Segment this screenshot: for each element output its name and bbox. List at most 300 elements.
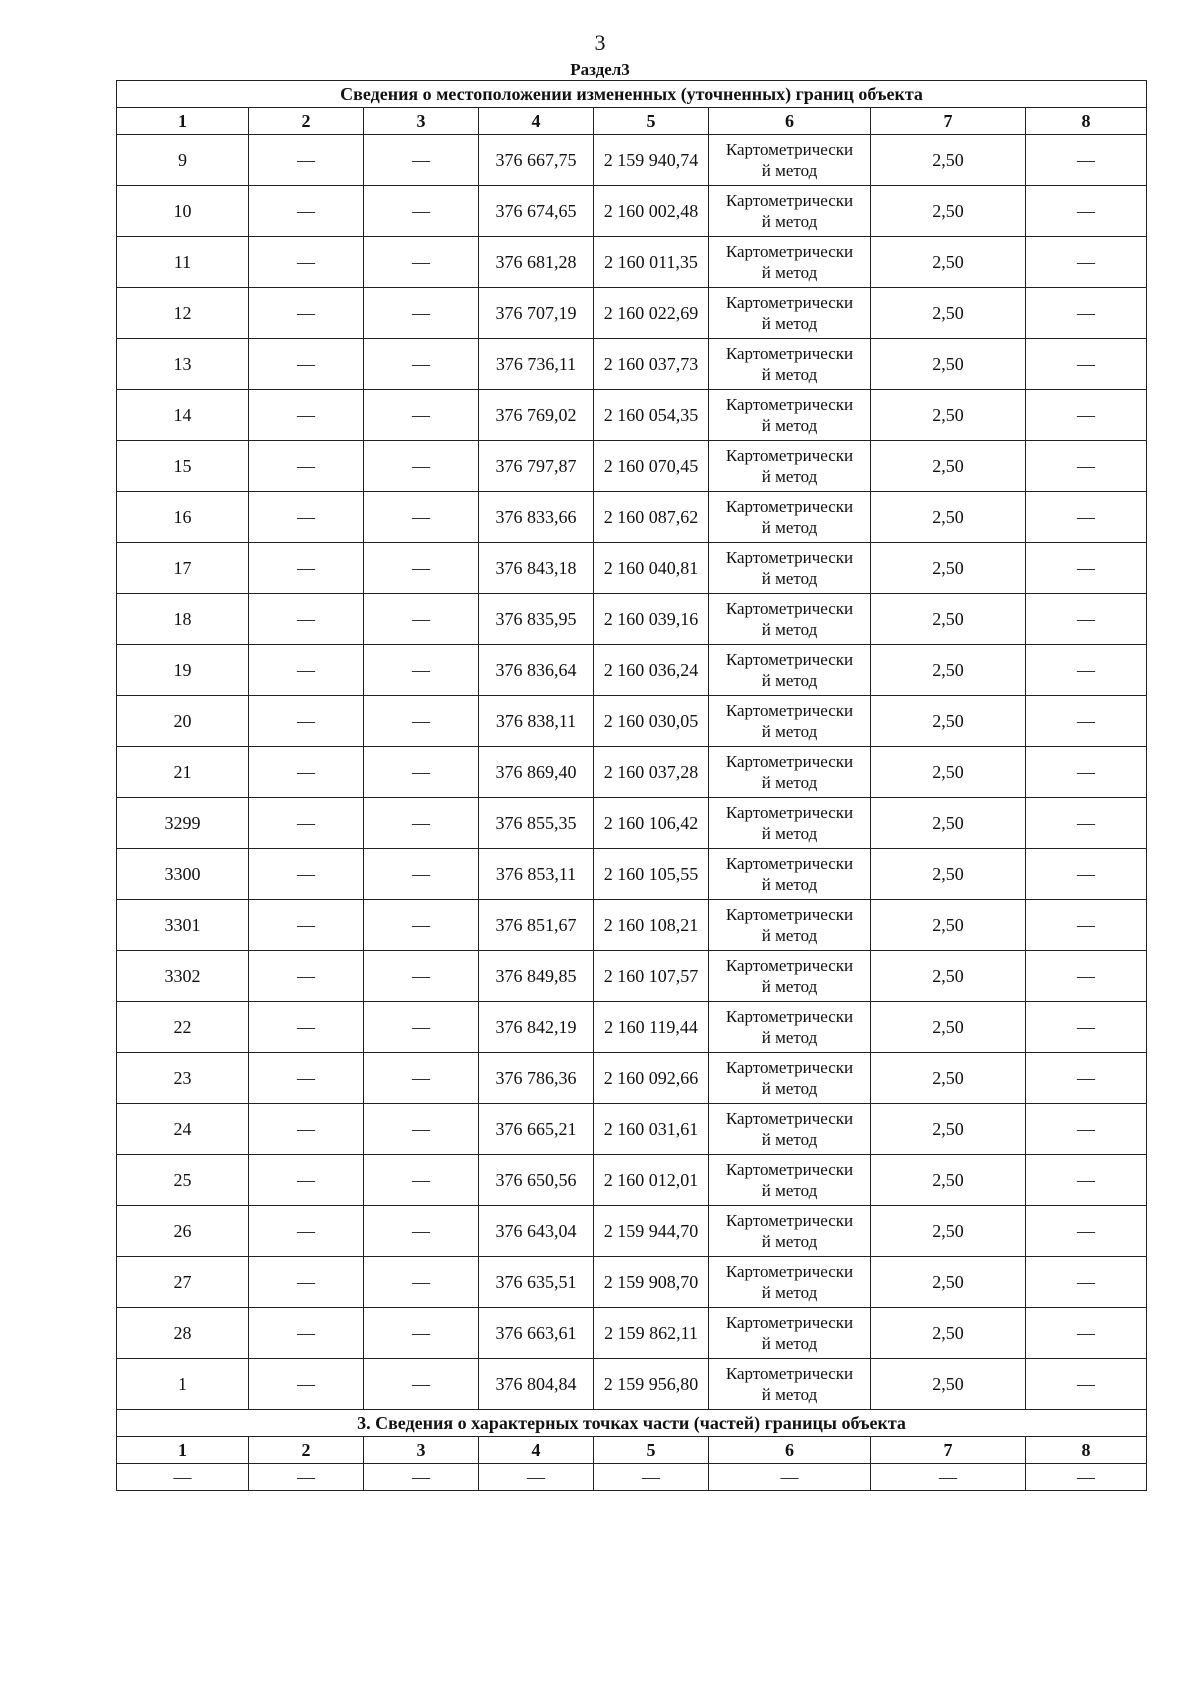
x-coordinate-cell: 376 838,11 (479, 696, 594, 747)
dash-cell: — (364, 1002, 479, 1053)
point-number-cell: 23 (117, 1053, 249, 1104)
x-coordinate-cell: 376 643,04 (479, 1206, 594, 1257)
dash-cell: — (249, 135, 364, 186)
table-row (117, 441, 1147, 492)
method-line-1: Картометрически (725, 1109, 854, 1128)
x-coordinate-cell: 376 736,11 (479, 339, 594, 390)
section3-title-row (117, 1410, 1147, 1437)
method-line-1: Картометрически (725, 905, 854, 924)
precision-cell: 2,50 (871, 237, 1026, 288)
method-line-2: й метод (761, 263, 818, 282)
column-header: 2 (249, 108, 364, 135)
dash-cell: — (249, 186, 364, 237)
dash-cell: — (249, 696, 364, 747)
dash-cell: — (1026, 441, 1147, 492)
x-coordinate-cell: 376 849,85 (479, 951, 594, 1002)
empty-cell: — (117, 1464, 249, 1491)
empty-cell: — (709, 1464, 871, 1491)
page-number: 3 (594, 30, 606, 55)
method-line-1: Картометрически (725, 242, 854, 261)
point-number-cell: 28 (117, 1308, 249, 1359)
y-coordinate-cell: 2 159 940,74 (594, 135, 709, 186)
dash-cell: — (364, 390, 479, 441)
precision-cell: 2,50 (871, 135, 1026, 186)
method-cell (709, 288, 871, 339)
dash-cell: — (1026, 594, 1147, 645)
method-cell (709, 135, 871, 186)
dash-cell: — (249, 1308, 364, 1359)
section2-title: Сведения о местоположении измененных (уточненных) границ объекта (117, 81, 1147, 108)
point-number-cell: 13 (117, 339, 249, 390)
empty-cell: — (479, 1464, 594, 1491)
method-line-2: й метод (761, 1385, 818, 1404)
method-line-1: Картометрически (725, 803, 854, 822)
dash-cell: — (1026, 339, 1147, 390)
y-coordinate-cell: 2 160 106,42 (594, 798, 709, 849)
method-line-1: Картометрически (725, 497, 854, 516)
dash-cell: — (249, 747, 364, 798)
x-coordinate-cell: 376 786,36 (479, 1053, 594, 1104)
y-coordinate-cell: 2 160 036,24 (594, 645, 709, 696)
table-row (117, 645, 1147, 696)
dash-cell: — (364, 594, 479, 645)
method-line-1: Картометрически (725, 395, 854, 414)
y-coordinate-cell: 2 160 087,62 (594, 492, 709, 543)
section3-title: 3. Сведения о характерных точках части (частей) границы объекта (117, 1410, 1147, 1437)
y-coordinate-cell: 2 160 092,66 (594, 1053, 709, 1104)
table-row (117, 186, 1147, 237)
method-line-1: Картометрически (725, 1211, 854, 1230)
method-line-2: й метод (761, 773, 818, 792)
method-line-2: й метод (761, 1181, 818, 1200)
dash-cell: — (1026, 696, 1147, 747)
dash-cell: — (1026, 645, 1147, 696)
dash-cell: — (1026, 1155, 1147, 1206)
x-coordinate-cell: 376 804,84 (479, 1359, 594, 1410)
precision-cell: 2,50 (871, 186, 1026, 237)
column-header: 5 (594, 1437, 709, 1464)
dash-cell: — (364, 1257, 479, 1308)
method-cell (709, 1206, 871, 1257)
method-line-2: й метод (761, 518, 818, 537)
table-row (117, 1155, 1147, 1206)
table-row (117, 1002, 1147, 1053)
method-line-2: й метод (761, 977, 818, 996)
precision-cell: 2,50 (871, 951, 1026, 1002)
precision-cell: 2,50 (871, 339, 1026, 390)
dash-cell: — (249, 951, 364, 1002)
table-row (117, 798, 1147, 849)
point-number-cell: 26 (117, 1206, 249, 1257)
x-coordinate-cell: 376 650,56 (479, 1155, 594, 1206)
dash-cell: — (1026, 849, 1147, 900)
table-row (117, 1308, 1147, 1359)
dash-cell: — (1026, 747, 1147, 798)
precision-cell: 2,50 (871, 1308, 1026, 1359)
dash-cell: — (364, 900, 479, 951)
dash-cell: — (249, 543, 364, 594)
y-coordinate-cell: 2 160 012,01 (594, 1155, 709, 1206)
dash-cell: — (249, 441, 364, 492)
column-header: 3 (364, 1437, 479, 1464)
point-number-cell: 3301 (117, 900, 249, 951)
x-coordinate-cell: 376 665,21 (479, 1104, 594, 1155)
dash-cell: — (249, 288, 364, 339)
method-cell (709, 645, 871, 696)
method-line-2: й метод (761, 365, 818, 384)
y-coordinate-cell: 2 160 030,05 (594, 696, 709, 747)
point-number-cell: 3299 (117, 798, 249, 849)
y-coordinate-cell: 2 160 039,16 (594, 594, 709, 645)
column-header: 3 (364, 108, 479, 135)
table-row (117, 1104, 1147, 1155)
table-row (117, 1206, 1147, 1257)
method-cell (709, 1155, 871, 1206)
point-number-cell: 16 (117, 492, 249, 543)
point-number-cell: 27 (117, 1257, 249, 1308)
point-number-cell: 9 (117, 135, 249, 186)
method-line-1: Картометрически (725, 1313, 854, 1332)
precision-cell: 2,50 (871, 645, 1026, 696)
dash-cell: — (1026, 1002, 1147, 1053)
method-line-2: й метод (761, 1130, 818, 1149)
dash-cell: — (249, 594, 364, 645)
dash-cell: — (1026, 288, 1147, 339)
method-line-1: Картометрически (725, 548, 854, 567)
method-line-1: Картометрически (725, 1058, 854, 1077)
precision-cell: 2,50 (871, 492, 1026, 543)
section-label: Раздел3 (570, 60, 630, 79)
table-row (117, 339, 1147, 390)
method-line-2: й метод (761, 671, 818, 690)
dash-cell: — (364, 288, 479, 339)
column-header: 8 (1026, 108, 1147, 135)
method-line-2: й метод (761, 569, 818, 588)
point-number-cell: 14 (117, 390, 249, 441)
column-header: 6 (709, 108, 871, 135)
column-header: 2 (249, 1437, 364, 1464)
table-row (117, 747, 1147, 798)
dash-cell: — (1026, 798, 1147, 849)
column-header: 8 (1026, 1437, 1147, 1464)
dash-cell: — (249, 645, 364, 696)
method-cell (709, 543, 871, 594)
table-row (117, 237, 1147, 288)
x-coordinate-cell: 376 681,28 (479, 237, 594, 288)
method-cell (709, 594, 871, 645)
method-line-1: Картометрически (725, 1262, 854, 1281)
dash-cell: — (364, 135, 479, 186)
method-cell (709, 237, 871, 288)
y-coordinate-cell: 2 160 031,61 (594, 1104, 709, 1155)
dash-cell: — (1026, 237, 1147, 288)
method-cell (709, 390, 871, 441)
dash-cell: — (249, 1359, 364, 1410)
empty-cell: — (1026, 1464, 1147, 1491)
dash-cell: — (364, 645, 479, 696)
precision-cell: 2,50 (871, 798, 1026, 849)
method-line-1: Картометрически (725, 1007, 854, 1026)
x-coordinate-cell: 376 635,51 (479, 1257, 594, 1308)
column-header: 5 (594, 108, 709, 135)
dash-cell: — (249, 1206, 364, 1257)
y-coordinate-cell: 2 159 944,70 (594, 1206, 709, 1257)
dash-cell: — (364, 186, 479, 237)
x-coordinate-cell: 376 769,02 (479, 390, 594, 441)
y-coordinate-cell: 2 160 011,35 (594, 237, 709, 288)
x-coordinate-cell: 376 663,61 (479, 1308, 594, 1359)
method-line-1: Картометрически (725, 752, 854, 771)
method-line-2: й метод (761, 926, 818, 945)
method-line-1: Картометрически (725, 1364, 854, 1383)
dash-cell: — (249, 390, 364, 441)
precision-cell: 2,50 (871, 1206, 1026, 1257)
method-line-1: Картометрически (725, 344, 854, 363)
dash-cell: — (364, 492, 479, 543)
method-line-1: Картометрически (725, 650, 854, 669)
y-coordinate-cell: 2 160 022,69 (594, 288, 709, 339)
section2-title-row (117, 81, 1147, 108)
precision-cell: 2,50 (871, 900, 1026, 951)
table-row (117, 900, 1147, 951)
method-cell (709, 696, 871, 747)
method-line-1: Картометрически (725, 191, 854, 210)
method-line-2: й метод (761, 1283, 818, 1302)
method-cell (709, 1104, 871, 1155)
y-coordinate-cell: 2 160 119,44 (594, 1002, 709, 1053)
dash-cell: — (1026, 543, 1147, 594)
dash-cell: — (249, 492, 364, 543)
column-header: 1 (117, 108, 249, 135)
dash-cell: — (364, 1155, 479, 1206)
precision-cell: 2,50 (871, 441, 1026, 492)
method-line-2: й метод (761, 1079, 818, 1098)
table-row (117, 594, 1147, 645)
dash-cell: — (1026, 951, 1147, 1002)
y-coordinate-cell: 2 160 054,35 (594, 390, 709, 441)
dash-cell: — (364, 1053, 479, 1104)
method-line-2: й метод (761, 212, 818, 231)
method-cell (709, 1002, 871, 1053)
x-coordinate-cell: 376 855,35 (479, 798, 594, 849)
point-number-cell: 18 (117, 594, 249, 645)
dash-cell: — (364, 798, 479, 849)
precision-cell: 2,50 (871, 747, 1026, 798)
table-row (117, 1257, 1147, 1308)
dash-cell: — (1026, 1206, 1147, 1257)
y-coordinate-cell: 2 160 037,73 (594, 339, 709, 390)
method-line-2: й метод (761, 314, 818, 333)
dash-cell: — (249, 849, 364, 900)
empty-cell: — (594, 1464, 709, 1491)
dash-cell: — (249, 339, 364, 390)
method-line-1: Картометрически (725, 140, 854, 159)
method-line-1: Картометрически (725, 599, 854, 618)
dash-cell: — (1026, 900, 1147, 951)
method-line-2: й метод (761, 824, 818, 843)
dash-cell: — (364, 441, 479, 492)
dash-cell: — (249, 1053, 364, 1104)
table-row (117, 288, 1147, 339)
method-cell (709, 951, 871, 1002)
method-line-1: Картометрически (725, 293, 854, 312)
dash-cell: — (364, 1206, 479, 1257)
dash-cell: — (364, 339, 479, 390)
precision-cell: 2,50 (871, 1053, 1026, 1104)
precision-cell: 2,50 (871, 1155, 1026, 1206)
column-header-row (117, 108, 1147, 135)
point-number-cell: 25 (117, 1155, 249, 1206)
dash-cell: — (249, 1155, 364, 1206)
dash-cell: — (1026, 1257, 1147, 1308)
column-header: 4 (479, 1437, 594, 1464)
precision-cell: 2,50 (871, 594, 1026, 645)
column-header: 4 (479, 108, 594, 135)
dash-cell: — (364, 696, 479, 747)
precision-cell: 2,50 (871, 696, 1026, 747)
x-coordinate-cell: 376 836,64 (479, 645, 594, 696)
section3-column-header-row (117, 1437, 1147, 1464)
method-cell (709, 900, 871, 951)
method-line-1: Картометрически (725, 701, 854, 720)
precision-cell: 2,50 (871, 288, 1026, 339)
precision-cell: 2,50 (871, 543, 1026, 594)
precision-cell: 2,50 (871, 1359, 1026, 1410)
dash-cell: — (1026, 135, 1147, 186)
dash-cell: — (1026, 390, 1147, 441)
method-line-2: й метод (761, 875, 818, 894)
x-coordinate-cell: 376 835,95 (479, 594, 594, 645)
x-coordinate-cell: 376 707,19 (479, 288, 594, 339)
table-row (117, 543, 1147, 594)
point-number-cell: 17 (117, 543, 249, 594)
dash-cell: — (1026, 492, 1147, 543)
table-row (117, 135, 1147, 186)
table-row (117, 1359, 1147, 1410)
dash-cell: — (364, 1359, 479, 1410)
method-cell (709, 441, 871, 492)
column-header: 1 (117, 1437, 249, 1464)
method-cell (709, 339, 871, 390)
method-line-2: й метод (761, 467, 818, 486)
method-cell (709, 1359, 871, 1410)
y-coordinate-cell: 2 160 037,28 (594, 747, 709, 798)
method-cell (709, 1053, 871, 1104)
x-coordinate-cell: 376 833,66 (479, 492, 594, 543)
dash-cell: — (249, 900, 364, 951)
point-number-cell: 12 (117, 288, 249, 339)
column-header: 7 (871, 108, 1026, 135)
x-coordinate-cell: 376 674,65 (479, 186, 594, 237)
precision-cell: 2,50 (871, 849, 1026, 900)
method-cell (709, 1308, 871, 1359)
y-coordinate-cell: 2 160 105,55 (594, 849, 709, 900)
point-number-cell: 24 (117, 1104, 249, 1155)
method-line-1: Картометрически (725, 854, 854, 873)
method-cell (709, 492, 871, 543)
method-line-2: й метод (761, 1028, 818, 1047)
dash-cell: — (364, 543, 479, 594)
dash-cell: — (364, 1308, 479, 1359)
method-cell (709, 186, 871, 237)
dash-cell: — (364, 951, 479, 1002)
y-coordinate-cell: 2 160 108,21 (594, 900, 709, 951)
dash-cell: — (364, 237, 479, 288)
dash-cell: — (1026, 1053, 1147, 1104)
point-number-cell: 1 (117, 1359, 249, 1410)
boundary-points-table (116, 80, 1147, 1491)
table-row (117, 849, 1147, 900)
method-line-2: й метод (761, 620, 818, 639)
column-header: 6 (709, 1437, 871, 1464)
empty-cell: — (364, 1464, 479, 1491)
y-coordinate-cell: 2 160 040,81 (594, 543, 709, 594)
dash-cell: — (1026, 1359, 1147, 1410)
point-number-cell: 19 (117, 645, 249, 696)
point-number-cell: 20 (117, 696, 249, 747)
dash-cell: — (249, 1104, 364, 1155)
x-coordinate-cell: 376 853,11 (479, 849, 594, 900)
x-coordinate-cell: 376 667,75 (479, 135, 594, 186)
method-line-1: Картометрически (725, 956, 854, 975)
dash-cell: — (364, 849, 479, 900)
method-cell (709, 798, 871, 849)
method-line-2: й метод (761, 416, 818, 435)
dash-cell: — (249, 1002, 364, 1053)
point-number-cell: 10 (117, 186, 249, 237)
dash-cell: — (1026, 1104, 1147, 1155)
method-line-2: й метод (761, 722, 818, 741)
precision-cell: 2,50 (871, 1104, 1026, 1155)
method-cell (709, 849, 871, 900)
method-cell (709, 747, 871, 798)
y-coordinate-cell: 2 160 107,57 (594, 951, 709, 1002)
table-row (117, 1053, 1147, 1104)
y-coordinate-cell: 2 159 862,11 (594, 1308, 709, 1359)
precision-cell: 2,50 (871, 390, 1026, 441)
precision-cell: 2,50 (871, 1257, 1026, 1308)
x-coordinate-cell: 376 843,18 (479, 543, 594, 594)
table-row (117, 951, 1147, 1002)
y-coordinate-cell: 2 159 908,70 (594, 1257, 709, 1308)
dash-cell: — (364, 1104, 479, 1155)
method-line-1: Картометрически (725, 446, 854, 465)
table-body (117, 81, 1147, 1491)
point-number-cell: 11 (117, 237, 249, 288)
column-header: 7 (871, 1437, 1026, 1464)
empty-cell: — (871, 1464, 1026, 1491)
y-coordinate-cell: 2 160 002,48 (594, 186, 709, 237)
point-number-cell: 15 (117, 441, 249, 492)
table-row (117, 390, 1147, 441)
empty-cell: — (249, 1464, 364, 1491)
dash-cell: — (249, 237, 364, 288)
method-line-1: Картометрически (725, 1160, 854, 1179)
y-coordinate-cell: 2 159 956,80 (594, 1359, 709, 1410)
table-row (117, 696, 1147, 747)
method-line-2: й метод (761, 1232, 818, 1251)
method-line-2: й метод (761, 1334, 818, 1353)
x-coordinate-cell: 376 869,40 (479, 747, 594, 798)
x-coordinate-cell: 376 797,87 (479, 441, 594, 492)
dash-cell: — (249, 798, 364, 849)
precision-cell: 2,50 (871, 1002, 1026, 1053)
y-coordinate-cell: 2 160 070,45 (594, 441, 709, 492)
dash-cell: — (1026, 186, 1147, 237)
point-number-cell: 22 (117, 1002, 249, 1053)
x-coordinate-cell: 376 851,67 (479, 900, 594, 951)
method-line-2: й метод (761, 161, 818, 180)
